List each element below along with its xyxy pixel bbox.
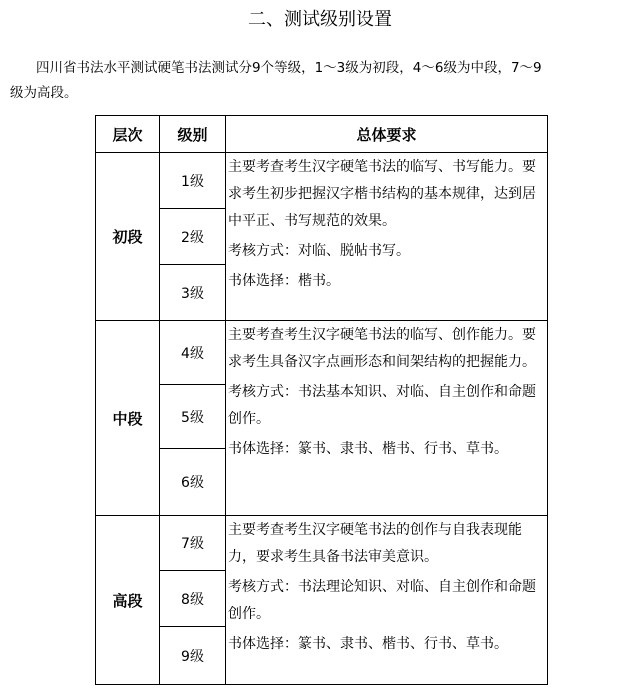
header-stage: 层次	[96, 116, 160, 153]
requirement-description: 主要考查考生汉字硬笔书法的临写、书写能力。要求考生初步把握汉字楷书结构的基本规律，达到居中平正、书写规范的效果。	[228, 159, 536, 229]
table-row	[96, 153, 548, 209]
header-level: 级别	[160, 116, 226, 153]
table-row	[96, 321, 548, 385]
requirement-description: 主要考查考生汉字硬笔书法的临写、创作能力。要求考生具备汉字点画形态和间架结构的把握能力。	[228, 327, 536, 370]
requirement-description: 主要考查考生汉字硬笔书法的创作与自我表现能力，要求考生具备书法审美意识。	[228, 522, 522, 565]
requirement-method: 考核方式：书法基本知识、对临、自主创作和命题创作。	[228, 384, 536, 427]
table-header-row	[96, 116, 548, 153]
level-cell: 5级	[160, 385, 226, 449]
stage-cell: 中段	[96, 321, 160, 516]
level-cell: 8级	[160, 571, 226, 627]
requirement-script: 书体选择：楷书。	[228, 273, 340, 289]
requirements-cell	[226, 516, 548, 685]
intro-paragraph	[10, 56, 632, 106]
intro-line-2: 级为高段。	[10, 85, 78, 101]
level-cell: 2级	[160, 209, 226, 265]
stage-cell: 初段	[96, 153, 160, 321]
requirement-method: 考核方式：书法理论知识、对临、自主创作和命题创作。	[228, 579, 536, 622]
requirements-cell	[226, 153, 548, 321]
requirements-cell	[226, 321, 548, 516]
header-requirements: 总体要求	[226, 116, 548, 153]
level-cell: 3级	[160, 265, 226, 321]
level-cell: 7级	[160, 516, 226, 571]
level-cell: 6级	[160, 449, 226, 516]
requirement-method: 考核方式：对临、脱帖书写。	[228, 243, 410, 259]
level-table	[95, 115, 548, 685]
requirement-script: 书体选择：篆书、隶书、楷书、行书、草书。	[228, 441, 508, 457]
intro-line-1: 四川省书法水平测试硬笔书法测试分9个等级，1～3级为初段，4～6级为中段，7～9	[36, 60, 542, 76]
level-cell: 9级	[160, 627, 226, 685]
level-cell: 1级	[160, 153, 226, 209]
table-row	[96, 516, 548, 571]
stage-cell: 高段	[96, 516, 160, 685]
requirement-script: 书体选择：篆书、隶书、楷书、行书、草书。	[228, 636, 508, 652]
section-title: 二、测试级别设置	[248, 9, 392, 30]
level-cell: 4级	[160, 321, 226, 385]
